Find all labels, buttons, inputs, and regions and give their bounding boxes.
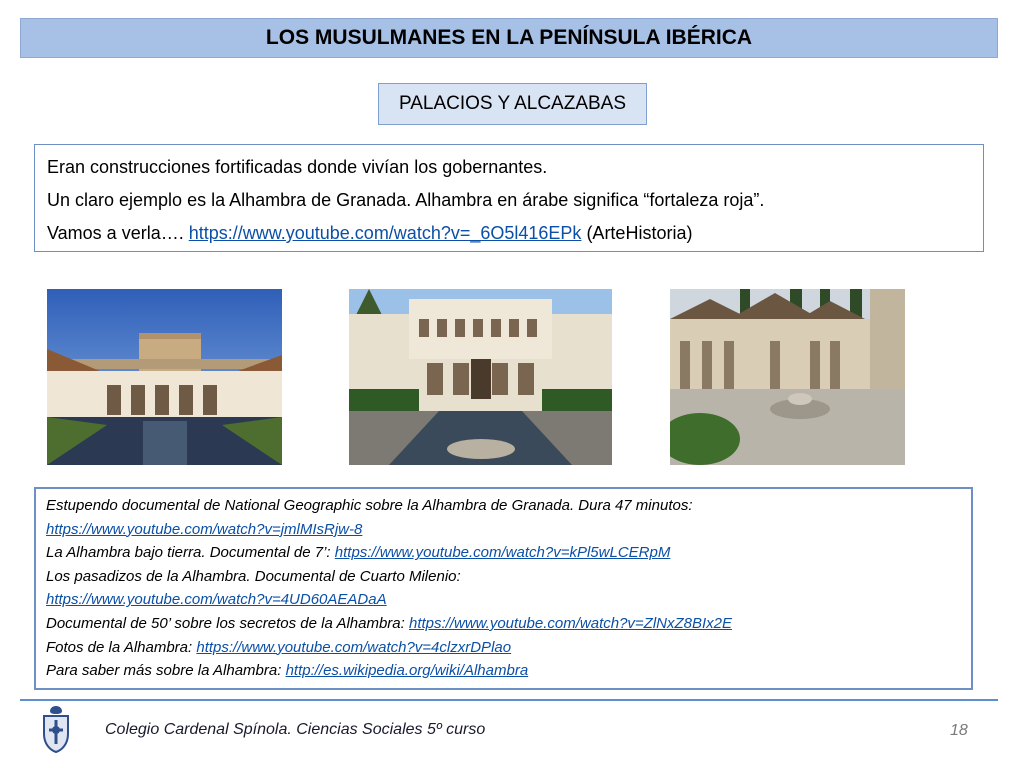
intro-line-3-suffix: (ArteHistoria) (581, 223, 693, 243)
intro-line-2: Un claro ejemplo es la Alhambra de Granada. Alhambra en árabe significa “fortaleza roja”. (47, 190, 765, 210)
docs-line-8 (46, 659, 961, 683)
section-subtitle: PALACIOS Y ALCAZABAS (398, 93, 627, 114)
section-subtitle-box (378, 83, 647, 125)
artehistoria-video-link[interactable]: https://www.youtube.com/watch?v=_6O5l416EPk (188, 223, 582, 243)
wikipedia-alhambra-link[interactable]: http://es.wikipedia.org/wiki/Alhambra (285, 662, 529, 680)
docs-line-8-text: Para saber más sobre la Alhambra: (46, 662, 286, 680)
docs-line-6 (46, 612, 961, 636)
alhambra-court-of-myrtles-photo (349, 289, 612, 465)
footer-divider (20, 699, 998, 701)
intro-line-3 (47, 217, 971, 250)
intro-line-1: Eran construcciones fortificadas donde vivían los gobernantes. (47, 157, 548, 177)
docs-line-5 (46, 588, 961, 612)
cuarto-milenio-video-link[interactable]: https://www.youtube.com/watch?v=4UD60AEADaA (46, 591, 387, 609)
footer-text: Colegio Cardenal Spínola. Ciencias Sociales 5º curso (105, 721, 486, 738)
docs-line-1: Estupendo documental de National Geographic sobre la Alhambra de Granada. Dura 47 minutos: (46, 497, 693, 514)
national-geographic-video-link[interactable]: https://www.youtube.com/watch?v=jmlMIsRjw-8 (46, 520, 363, 538)
school-crest-icon (40, 704, 72, 754)
docs-line-3 (46, 541, 961, 565)
intro-text-box (34, 144, 984, 252)
page-number: 18 (950, 722, 968, 739)
slide-title: LOS MUSULMANES EN LA PENÍNSULA IBÉRICA (265, 26, 753, 49)
docs-line-6-text: Documental de 50’ sobre los secretos de la Alhambra: (46, 614, 409, 632)
slide-title-bar (20, 18, 998, 58)
alhambra-court-of-lions-photo (670, 289, 905, 465)
docs-line-7-text: Fotos de la Alhambra: (46, 638, 197, 656)
intro-line-3-prefix: Vamos a verla…. (47, 223, 189, 243)
docs-line-3-text: La Alhambra bajo tierra. Documental de 7’: (46, 544, 335, 562)
documentaries-box (34, 487, 973, 690)
alhambra-comares-tower-photo (47, 289, 282, 465)
docs-line-2 (46, 518, 961, 542)
fotos-alhambra-link[interactable]: https://www.youtube.com/watch?v=4clzxrDPlao (196, 638, 512, 656)
docs-line-7 (46, 636, 961, 660)
alhambra-bajo-tierra-link[interactable]: https://www.youtube.com/watch?v=kPl5wLCERpM (334, 544, 671, 562)
secretos-alhambra-link[interactable]: https://www.youtube.com/watch?v=ZlNxZ8BIx2E (408, 614, 733, 632)
docs-line-4: Los pasadizos de la Alhambra. Documental de Cuarto Milenio: (46, 567, 461, 585)
